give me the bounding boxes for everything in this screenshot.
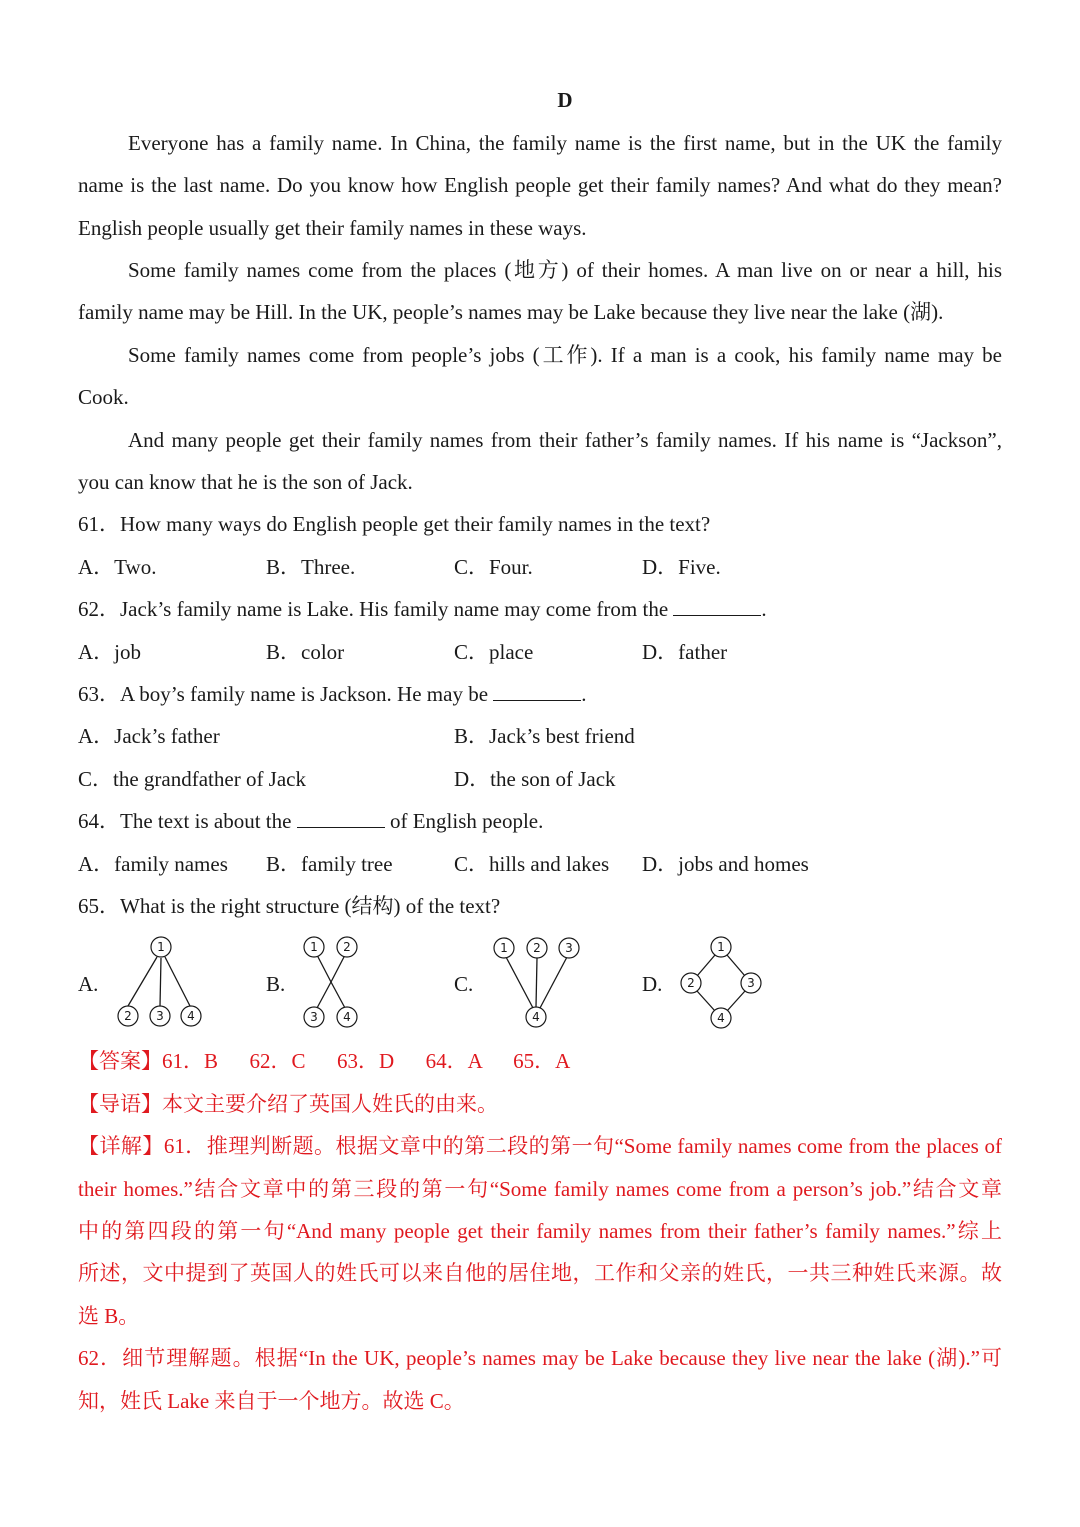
q63-stem-text: 63．A boy’s family name is Jackson. He may be	[78, 682, 494, 706]
q64-option-c: C．hills and lakes	[454, 852, 610, 876]
q64-stem-end: of English people.	[384, 809, 544, 833]
q62-option-a: A．job	[78, 640, 141, 664]
q65-option-c: C.	[454, 972, 474, 996]
q63-stem-end: .	[581, 682, 587, 706]
explanation-line: 选 B。	[78, 1304, 140, 1328]
question-61-stem: 61．How many ways do English people get their family names in the text?	[78, 512, 711, 536]
node-3-label: 3	[310, 1010, 318, 1024]
q63-option-b: B．Jack’s best friend	[454, 724, 635, 748]
passage-line: you can know that he is the son of Jack.	[78, 470, 413, 494]
explanation-line: their homes.”结合文章中的第三段的第一句“Some family names come from a person’s job.”结合文章	[78, 1177, 1002, 1201]
q64-option-a: A．family names	[78, 852, 228, 876]
node-3-label: 3	[747, 976, 755, 990]
q62-option-c: C．place	[454, 640, 534, 664]
structure-diagram-c	[492, 934, 584, 1030]
section-title: D	[557, 88, 573, 112]
node-4-label: 4	[343, 1010, 351, 1024]
node-3-label: 3	[156, 1009, 164, 1023]
node-2-label: 2	[687, 976, 695, 990]
q62-blank	[673, 597, 761, 616]
q61-option-d: D．Five.	[642, 555, 721, 579]
node-1-label: 1	[500, 941, 508, 955]
passage-line: name is the last name. Do you know how English people get their family names? And what do they mean?	[78, 173, 1002, 197]
question-63-stem	[78, 681, 587, 707]
node-1-label: 1	[157, 940, 165, 954]
q61-option-a: A．Two.	[78, 555, 157, 579]
q63-option-d: D．the son of Jack	[454, 767, 616, 791]
q63-option-c: C．the grandfather of Jack	[78, 767, 306, 791]
q64-blank	[297, 809, 385, 828]
explanation-line: 中的第四段的第一句“And many people get their family names from their father’s family names.”综上	[78, 1219, 1002, 1243]
question-62-stem	[78, 596, 767, 622]
question-64-stem	[78, 808, 543, 834]
structure-diagram-d	[678, 934, 766, 1030]
node-4-label: 4	[187, 1009, 195, 1023]
node-2-label: 2	[124, 1009, 132, 1023]
node-2-label: 2	[533, 941, 541, 955]
node-4-label: 4	[717, 1011, 725, 1025]
node-3-label: 3	[565, 941, 573, 955]
q63-blank	[493, 682, 581, 701]
q62-stem-end: .	[761, 597, 767, 621]
passage-line: Some family names come from the places (地方) of their homes. A man live on or near a hill, his	[128, 258, 1002, 282]
passage-line: Everyone has a family name. In China, the family name is the first name, but in the UK the family	[128, 131, 1002, 155]
node-1-label: 1	[717, 940, 725, 954]
q65-option-a: A.	[78, 972, 99, 996]
q64-stem-text: 64．The text is about the	[78, 809, 297, 833]
passage-line: family name may be Hill. In the UK, people’s names may be Lake because they live near the lake (湖).	[78, 300, 944, 324]
node-2-label: 2	[343, 940, 351, 954]
q65-option-d: D.	[642, 972, 663, 996]
structure-diagram-a	[110, 934, 210, 1030]
q62-stem-text: 62．Jack’s family name is Lake. His family name may come from the	[78, 597, 674, 621]
q61-option-c: C．Four.	[454, 555, 533, 579]
q64-option-d: D．jobs and homes	[642, 852, 809, 876]
passage-line: Cook.	[78, 385, 129, 409]
q63-option-a: A．Jack’s father	[78, 724, 220, 748]
q64-option-b: B．family tree	[266, 852, 393, 876]
passage-line: Some family names come from people’s jobs (工作). If a man is a cook, his family name may be	[128, 343, 1002, 367]
q61-option-b: B．Three.	[266, 555, 356, 579]
answer-key: 【答案】61．B 62．C 63．D 64．A 65．A	[78, 1049, 571, 1073]
explanation-line: 【详解】61．推理判断题。根据文章中的第二段的第一句“Some family names come from the places of	[78, 1134, 1002, 1158]
passage-line: English people usually get their family names in these ways.	[78, 216, 587, 240]
q62-option-d: D．father	[642, 640, 728, 664]
structure-diagram-b	[295, 934, 365, 1030]
explanation-line: 62．细节理解题。根据“In the UK, people’s names may be Lake because they live near the lake (湖).”可	[78, 1346, 1002, 1370]
intro-text: 【导语】本文主要介绍了英国人姓氏的由来。	[78, 1092, 498, 1116]
explanation-line: 知，姓氏 Lake 来自于一个地方。故选 C。	[78, 1389, 465, 1413]
passage-line: And many people get their family names from their father’s family names. If his name is “Jackson”,	[128, 428, 1002, 452]
node-1-label: 1	[310, 940, 318, 954]
node-4-label: 4	[532, 1010, 540, 1024]
q62-option-b: B．color	[266, 640, 345, 664]
explanation-line: 所述，文中提到了英国人的姓氏可以来自他的居住地，工作和父亲的姓氏，一共三种姓氏来源。故	[78, 1261, 1002, 1285]
question-65-stem: 65．What is the right structure (结构) of the text?	[78, 894, 501, 918]
q65-option-b: B.	[266, 972, 286, 996]
